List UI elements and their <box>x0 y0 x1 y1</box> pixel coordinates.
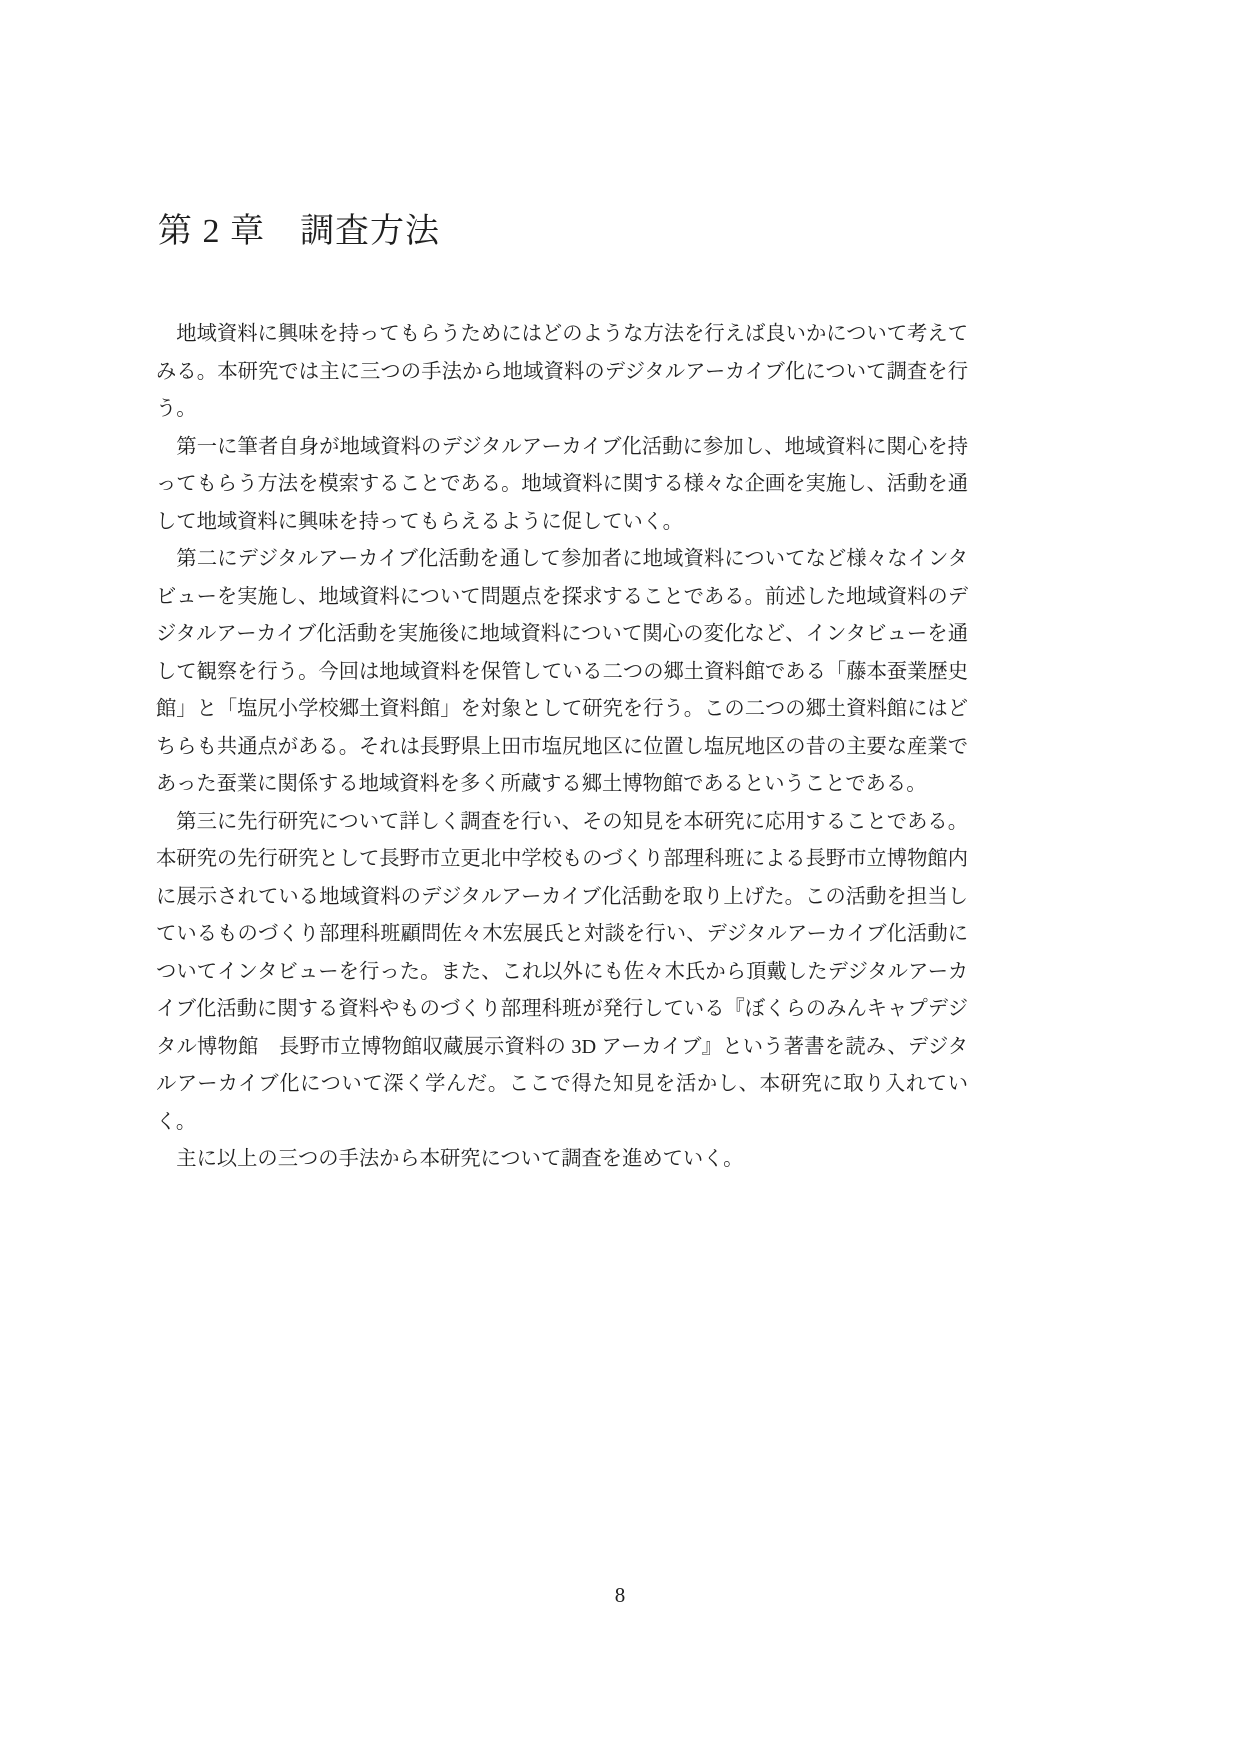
text-line: ているものづくり部理科班顧問佐々木宏展氏と対談を行い、デジタルアーカイブ化活動に <box>156 923 968 945</box>
chapter-heading: 第 2 章 調査方法 <box>158 213 440 250</box>
text-line: に展示されている地域資料のデジタルアーカイブ化活動を取り上げた。この活動を担当し <box>156 885 968 908</box>
document-body <box>156 316 968 1179</box>
text-line: タル博物館 長野市立博物館収蔵展示資料の 3D アーカイブ』という著書を読み、デジタ <box>156 1035 968 1058</box>
text-line: ちらも共通点がある。それは長野県上田市塩尻地区に位置し塩尻地区の昔の主要な産業で <box>156 735 968 758</box>
text-line: ついてインタビューを行った。また、これ以外にも佐々木氏から頂戴したデジタルアーカ <box>156 960 968 983</box>
text-line: 第三に先行研究について詳しく調査を行い、その知見を本研究に応用することである。 <box>156 810 968 833</box>
page-number: 8 <box>614 1583 626 1607</box>
text-line: イブ化活動に関する資料やものづくり部理科班が発行している『ぼくらのみんキャプデジ <box>156 998 968 1020</box>
text-line: 第二にデジタルアーカイブ化活動を通して参加者に地域資料についてなど様々なインタ <box>156 548 968 570</box>
text-line: ってもらう方法を模索することである。地域資料に関する様々な企画を実施し、活動を通 <box>156 473 968 495</box>
text-line: ジタルアーカイブ化活動を実施後に地域資料について関心の変化など、インタビューを通 <box>156 623 968 645</box>
text-line: ビューを実施し、地域資料について問題点を探求することである。前述した地域資料のデ <box>156 585 968 608</box>
text-line: 第一に筆者自身が地域資料のデジタルアーカイブ化活動に参加し、地域資料に関心を持 <box>156 435 968 458</box>
text-line: く。 <box>156 1110 197 1133</box>
text-line: 館」と「塩尻小学校郷土資料館」を対象として研究を行う。この二つの郷土資料館にはど <box>156 698 968 720</box>
text-line: う。 <box>156 398 197 420</box>
text-line: して地域資料に興味を持ってもらえるように促していく。 <box>156 510 683 533</box>
text-line: ルアーカイブ化について深く学んだ。ここで得た知見を活かし、本研究に取り入れてい <box>156 1073 968 1095</box>
text-line: 主に以上の三つの手法から本研究について調査を進めていく。 <box>156 1148 744 1170</box>
text-line: 地域資料に興味を持ってもらうためにはどのような方法を行えば良いかについて考えて <box>156 323 968 345</box>
text-line: みる。本研究では主に三つの手法から地域資料のデジタルアーカイブ化について調査を行 <box>156 360 968 383</box>
text-line: 本研究の先行研究として長野市立更北中学校ものづくり部理科班による長野市立博物館内 <box>156 848 968 870</box>
text-line: して観察を行う。今回は地域資料を保管している二つの郷土資料館である「藤本蚕業歴史 <box>156 660 968 683</box>
text-line: あった蚕業に関係する地域資料を多く所蔵する郷土博物館であるということである。 <box>156 773 927 795</box>
